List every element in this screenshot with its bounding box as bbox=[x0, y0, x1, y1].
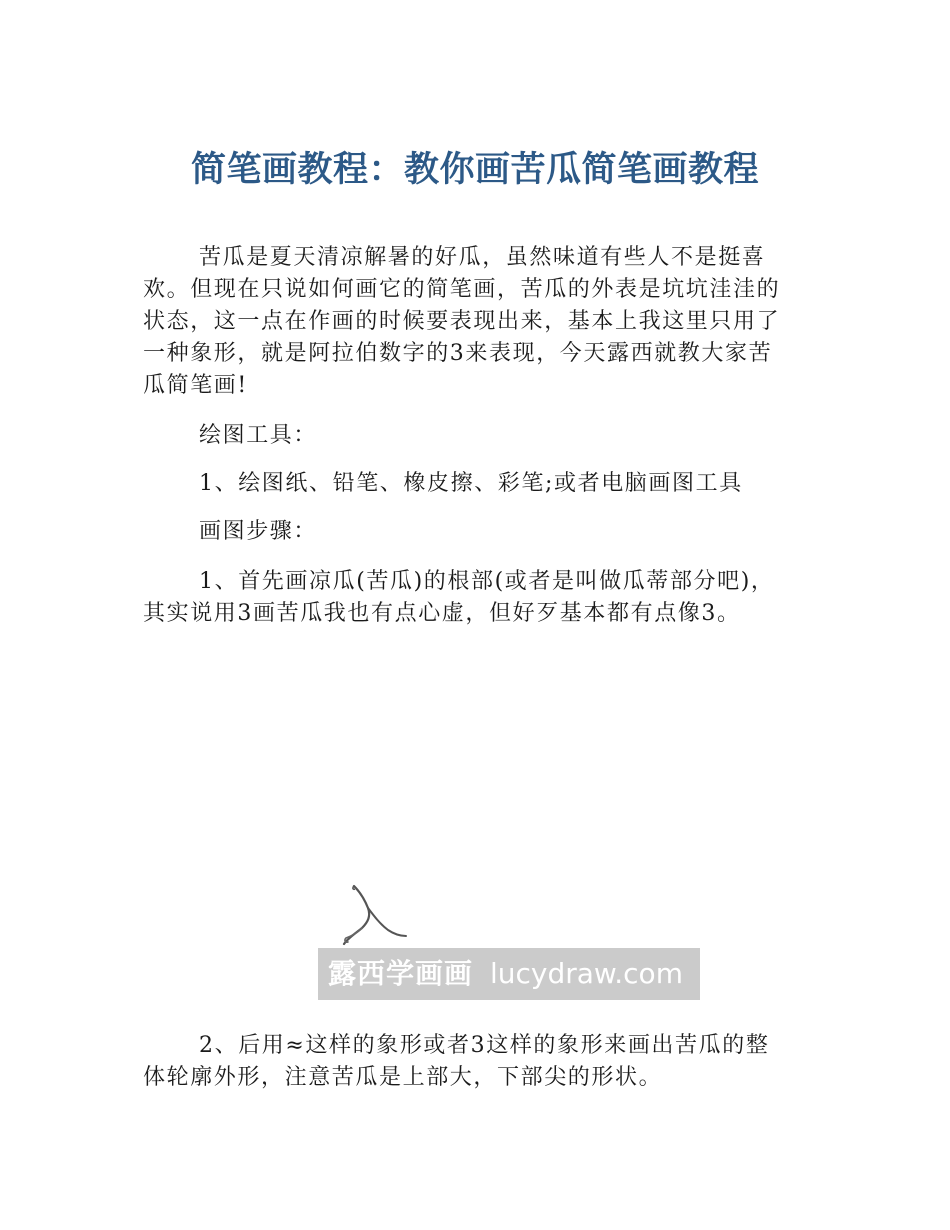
tools-heading-paragraph bbox=[143, 420, 815, 452]
bitter-melon-step-image bbox=[318, 878, 703, 1000]
step1-line: 1、首先画凉瓜(苦瓜)的根部(或者是叫做瓜蒂部分吧)， bbox=[199, 569, 775, 594]
watermark-chinese: 露西学画画 bbox=[328, 957, 474, 990]
watermark-bar bbox=[318, 948, 700, 1000]
intro-line: 苦瓜是夏天清凉解暑的好瓜，虽然味道有些人不是挺喜 bbox=[199, 245, 766, 270]
step2-line: 2、后用≈这样的象形或者3这样的象形来画出苦瓜的整 bbox=[199, 1033, 770, 1058]
step1-line: 其实说用3画苦瓜我也有点心虚，但好歹基本都有点像3。 bbox=[143, 601, 741, 626]
intro-line: 一种象形，就是阿拉伯数字的3来表现，今天露西就教大家苦 bbox=[143, 341, 773, 366]
tools-heading: 绘图工具： bbox=[199, 423, 318, 448]
intro-line: 欢。但现在只说如何画它的简笔画，苦瓜的外表是坑坑洼洼的 bbox=[143, 277, 781, 302]
intro-paragraph bbox=[143, 242, 815, 402]
intro-line: 瓜简笔画! bbox=[143, 373, 248, 398]
step1-paragraph bbox=[143, 566, 815, 630]
page-title: 简笔画教程：教你画苦瓜简笔画教程 bbox=[190, 150, 759, 190]
intro-line: 状态，这一点在作画的时候要表现出来，基本上我这里只用了 bbox=[143, 309, 781, 334]
step2-paragraph bbox=[143, 1030, 815, 1094]
step2-line: 体轮廓外形，注意苦瓜是上部大，下部尖的形状。 bbox=[143, 1065, 663, 1090]
steps-heading: 画图步骤： bbox=[199, 519, 318, 544]
tools-item-paragraph bbox=[143, 468, 815, 500]
melon-stem-sketch bbox=[318, 878, 458, 953]
tools-item: 1、绘图纸、铅笔、橡皮擦、彩笔;或者电脑画图工具 bbox=[199, 471, 743, 496]
watermark-domain: lucydraw.com bbox=[490, 957, 683, 990]
steps-heading-paragraph bbox=[143, 516, 815, 548]
